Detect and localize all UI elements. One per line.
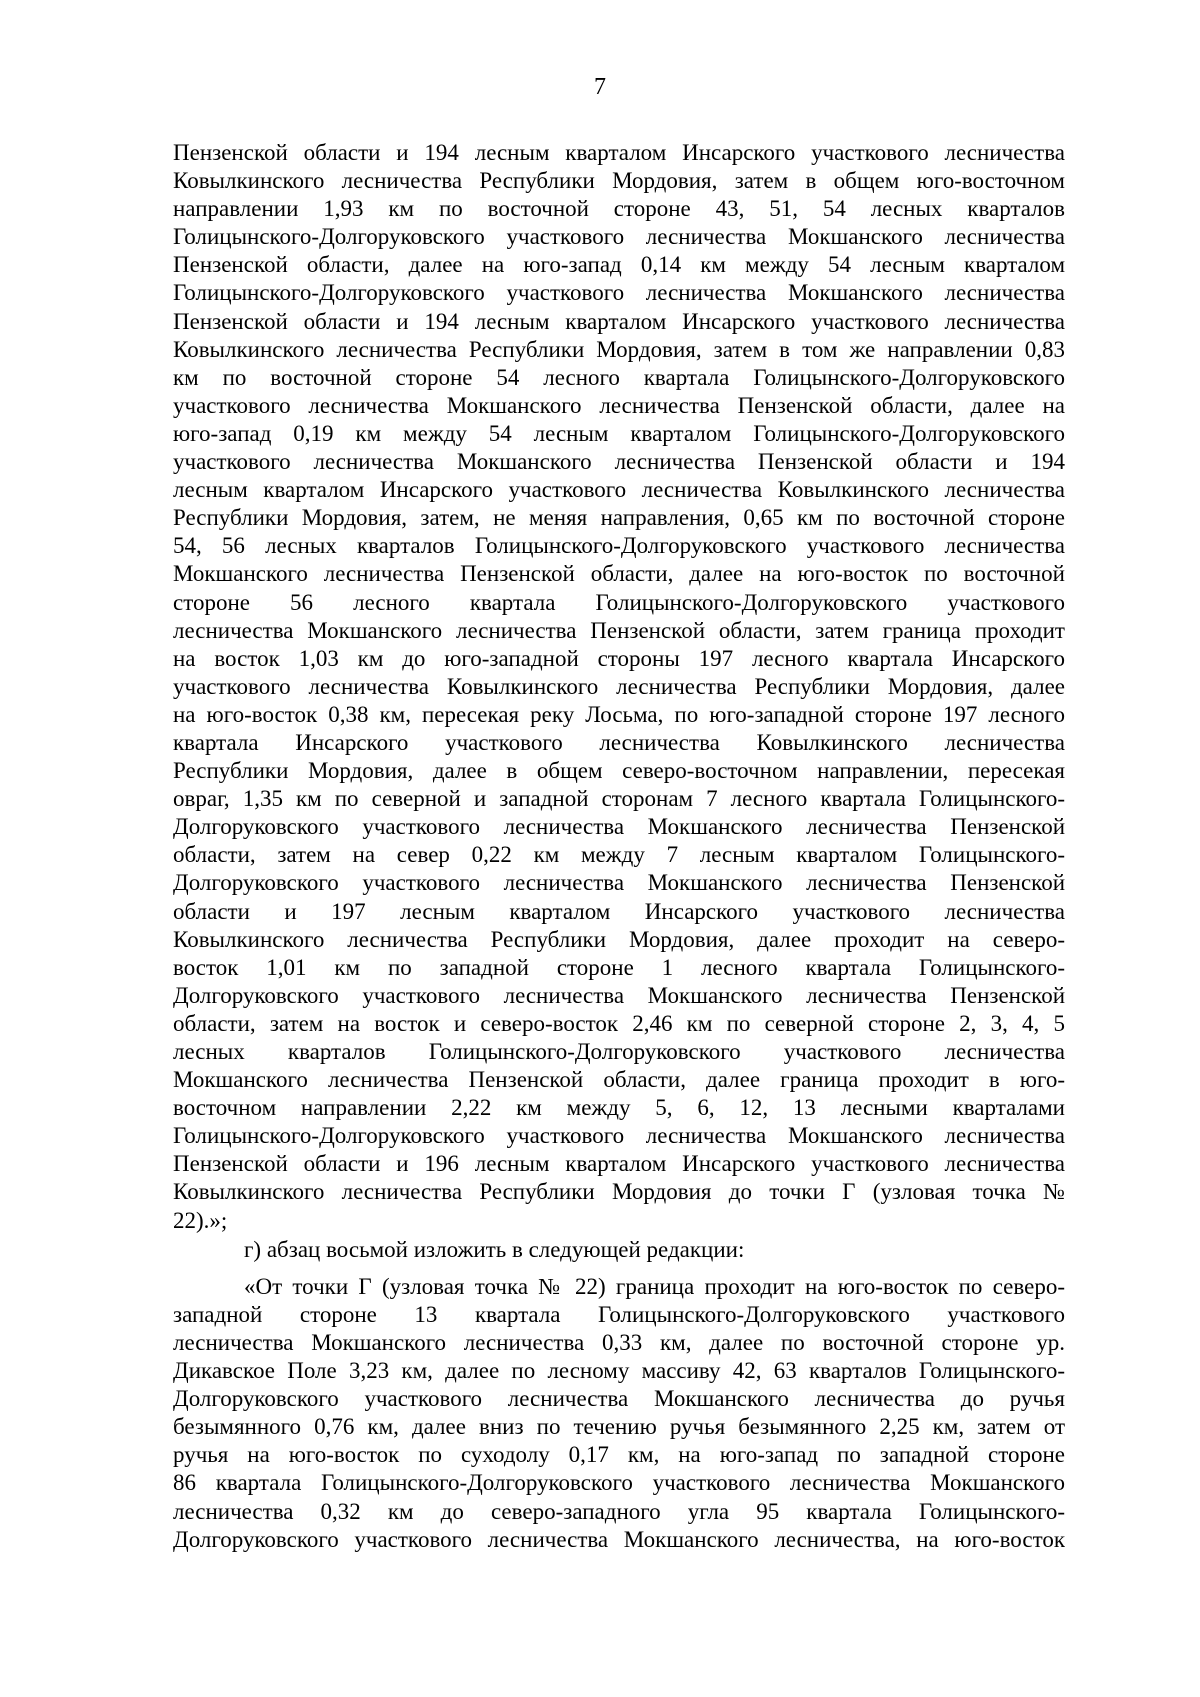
text-line: 22).»; [173,1207,228,1233]
text-line: лесничества Мокшанского лесничества Пензенской области, затем граница проходит [173,617,1065,643]
paragraph-boundary-description-1 [173,139,1065,1235]
paragraph-amendment-instruction [173,1236,1065,1264]
text-line: Долгоруковского участкового лесничества Мокшанского лесничества Пензенской [173,870,1065,896]
text-line: области и 197 лесным кварталом Инсарского участкового лесничества [173,898,1065,924]
text-line: участкового лесничества Мокшанского лесничества Пензенской области, далее на [173,392,1065,418]
text-line: Ковылкинского лесничества Республики Мордовия, затем в том же направлении 0,83 [173,336,1065,362]
text-line: восток 1,01 км по западной стороне 1 лесного квартала Голицынского- [173,954,1065,980]
text-line: квартала Инсарского участкового лесничества Ковылкинского лесничества [173,729,1065,755]
page-number: 7 [594,74,606,100]
text-line: Голицынского-Долгоруковского участкового лесничества Мокшанского лесничества [173,1123,1065,1149]
text-line: Голицынского-Долгоруковского участкового лесничества Мокшанского лесничества [173,280,1065,306]
text-line: Пензенской области и 196 лесным кварталом Инсарского участкового лесничества [173,1151,1065,1177]
document-body [173,139,1065,1554]
text-line: км по восточной стороне 54 лесного квартала Голицынского-Долгоруковского [173,364,1065,390]
text-line: участкового лесничества Ковылкинского лесничества Республики Мордовия, далее [173,673,1065,699]
text-line: лесничества Мокшанского лесничества 0,33 км, далее по восточной стороне ур. [173,1329,1065,1355]
text-line: лесничества 0,32 км до северо-западного угла 95 квартала Голицынского- [173,1498,1065,1524]
text-line: Долгоруковского участкового лесничества Мокшанского лесничества до ручья [173,1386,1065,1412]
text-line: 54, 56 лесных кварталов Голицынского-Долгоруковского участкового лесничества [173,533,1065,559]
text-line: лесным кварталом Инсарского участкового лесничества Ковылкинского лесничества [173,477,1065,503]
text-line: Республики Мордовия, далее в общем северо-восточном направлении, пересекая [173,758,1065,784]
text-line: Долгоруковского участкового лесничества Мокшанского лесничества, на юго-восток [173,1526,1065,1552]
text-line: Мокшанского лесничества Пензенской области, далее на юго-восток по восточной [173,561,1065,587]
text-line: ручья на юго-восток по суходолу 0,17 км, на юго-запад по западной стороне [173,1442,1065,1468]
text-line: Пензенской области, далее на юго-запад 0,14 км между 54 лесным кварталом [173,252,1065,278]
text-line: юго-запад 0,19 км между 54 лесным кварталом Голицынского-Долгоруковского [173,420,1065,446]
text-line: на восток 1,03 км до юго-западной стороны 197 лесного квартала Инсарского [173,645,1065,671]
text-line: безымянного 0,76 км, далее вниз по течению ручья безымянного 2,25 км, затем от [173,1414,1065,1440]
text-line: области, затем на север 0,22 км между 7 лесным кварталом Голицынского- [173,842,1065,868]
text-line: Долгоруковского участкового лесничества Мокшанского лесничества Пензенской [173,814,1065,840]
text-line: участкового лесничества Мокшанского лесничества Пензенской области и 194 [173,449,1065,475]
text-line: на юго-восток 0,38 км, пересекая реку Лосьма, по юго-западной стороне 197 лесного [173,701,1065,727]
text-line: «От точки Г (узловая точка № 22) граница проходит на юго-восток по северо- [244,1273,1065,1299]
text-line: лесных кварталов Голицынского-Долгоруковского участкового лесничества [173,1039,1065,1064]
text-line: Дикавское Поле 3,23 км, далее по лесному массиву 42, 63 кварталов Голицынского- [173,1358,1065,1384]
text-line: 86 квартала Голицынского-Долгоруковского участкового лесничества Мокшанского [173,1470,1065,1496]
text-line: Долгоруковского участкового лесничества Мокшанского лесничества Пензенской [173,982,1065,1008]
text-line: Ковылкинского лесничества Республики Мордовия, затем в общем юго-восточном [173,168,1065,194]
text-line: Пензенской области и 194 лесным кварталом Инсарского участкового лесничества [173,140,1065,165]
text-line: области, затем на восток и северо-восток 2,46 км по северной стороне 2, 3, 4, 5 [173,1010,1065,1036]
text-line: западной стороне 13 квартала Голицынского-Долгоруковского участкового [173,1301,1065,1327]
text-line: Пензенской области и 194 лесным кварталом Инсарского участкового лесничества [173,308,1065,334]
text-line: восточном направлении 2,22 км между 5, 6, 12, 13 лесными кварталами [173,1095,1065,1121]
text-line: Республики Мордовия, затем, не меняя направления, 0,65 км по восточной стороне [173,505,1065,531]
text-line: овраг, 1,35 км по северной и западной сторонам 7 лесного квартала Голицынского- [173,786,1065,812]
text-line: Мокшанского лесничества Пензенской области, далее граница проходит в юго- [173,1067,1065,1093]
text-line: Ковылкинского лесничества Республики Мордовия, далее проходит на северо- [173,926,1065,952]
text-line: направлении 1,93 км по восточной стороне 43, 51, 54 лесных кварталов [173,196,1065,222]
text-line: Голицынского-Долгоруковского участкового лесничества Мокшанского лесничества [173,224,1065,250]
text-line: г) абзац восьмой изложить в следующей редакции: [244,1236,745,1262]
text-line: Ковылкинского лесничества Республики Мордовия до точки Г (узловая точка № [173,1179,1065,1205]
text-line: стороне 56 лесного квартала Голицынского-Долгоруковского участкового [173,589,1065,615]
paragraph-boundary-description-2 [173,1273,1065,1554]
